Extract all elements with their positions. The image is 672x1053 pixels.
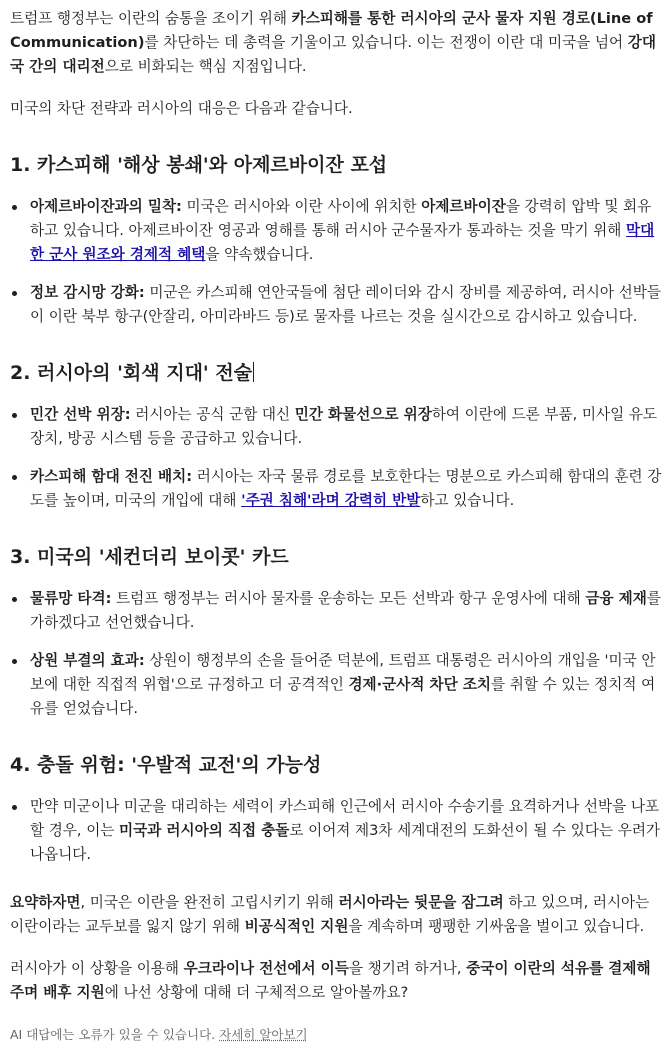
text-run: 트럼프 행정부는 이란의 숨통을 조이기 위해 (10, 10, 292, 27)
intro-paragraph (10, 7, 662, 79)
text-run: 를 차단하는 데 총력을 기울이고 있습니다. 이는 전쟁이 이란 대 미국을 넘어 (144, 34, 628, 51)
bold-text: 정보 감시망 강화: (30, 284, 145, 301)
text-run: 미국은 러시아와 이란 사이에 위치한 (181, 198, 422, 215)
intro-lead-paragraph (10, 97, 662, 121)
bold-text: 카스피해 함대 전진 배치: (30, 468, 193, 485)
text-run: 을 강력히 압박 및 회유하고 있습니다. 아제르바이잔 영공과 영해를 통해 러시아 군수물자가 통과하는 것을 막기 위해 (30, 198, 652, 239)
text-run: , 미국은 이란을 완전히 고립시키기 위해 (80, 894, 339, 911)
list-item (10, 649, 662, 721)
bold-text: 미국과 러시아의 직접 충돌 (119, 822, 290, 839)
text-run: 상원이 행정부의 손을 들어준 덕분에, 트럼프 대통령은 러시아의 개입을 '미국 안보에 대한 직접적 위협'으로 규정하고 더 공격적인 (30, 652, 656, 693)
section-heading (10, 359, 662, 387)
bold-text: 민간 선박 위장: (30, 406, 131, 423)
inline-link[interactable]: 막대한 군사 원조와 경제적 혜택 (30, 222, 655, 263)
section-heading-text: 3. 미국의 '세컨더리 보이콧' 카드 (10, 546, 289, 568)
text-run: 하여 이란에 드론 부품, 미사일 유도 장치, 방공 시스템 등을 공급하고 있습니다. (30, 406, 658, 447)
list-item (10, 195, 662, 267)
section-heading-text: 1. 카스피해 '해상 봉쇄'와 아제르바이잔 포섭 (10, 154, 388, 176)
text-run: 미군은 카스피해 연안국들에 첨단 레이더와 감시 장비를 제공하여, 러시아 선박들이 이란 북부 항구(안잘리, 아미라바드 등)로 물자를 나르는 것을 실시간으로 감시하고 있습니다. (30, 284, 661, 325)
text-run: 을 계속하며 팽팽한 기싸움을 벌이고 있습니다. (348, 918, 645, 935)
text-run: 트럼프 행정부는 러시아 물자를 운송하는 모든 선박과 항구 운영사에 대해 (111, 590, 586, 607)
bold-text: 강대국 간의 대리전 (10, 34, 656, 75)
bold-text: 금융 제재 (585, 590, 647, 607)
bullet-dot-icon (12, 475, 17, 480)
bullet-dot-icon (12, 659, 17, 664)
learn-more-link[interactable]: 자세히 알아보기 (219, 1027, 308, 1042)
text-run: 를 취할 수 있는 정치적 여유를 얻었습니다. (30, 676, 656, 717)
text-run: 을 챙기려 하거나, (348, 960, 467, 977)
bold-text: 요약하자면 (10, 894, 81, 911)
bullet-dot-icon (12, 205, 17, 210)
text-run: 을 약속했습니다. (205, 246, 314, 263)
follow-up-question (10, 957, 662, 1005)
section-heading (10, 151, 662, 179)
section-heading-text: 2. 러시아의 '회색 지대' 전술 (10, 362, 253, 384)
bold-text: 민간 화물선으로 위장 (294, 406, 432, 423)
bold-text: 경제·군사적 차단 조치 (348, 676, 492, 693)
bold-text: 상원 부결의 효과: (30, 652, 145, 669)
ai-disclaimer-footer (10, 1023, 662, 1047)
sections (10, 151, 662, 867)
bold-text: 아제르바이잔 (421, 198, 506, 215)
text-run: 를 가하겠다고 선언했습니다. (30, 590, 661, 631)
bullet-dot-icon (12, 291, 17, 296)
text-run: 하고 있습니다. (420, 492, 515, 509)
section-heading (10, 751, 662, 779)
bold-text: 중국이 이란의 석유를 결제해 주며 배후 지원 (10, 960, 651, 1001)
text-run: 으로 비화되는 핵심 지점입니다. (104, 58, 307, 75)
bullet-list (10, 195, 662, 329)
list-item (10, 281, 662, 329)
section-heading (10, 543, 662, 571)
list-item (10, 795, 662, 867)
text-run: 러시아는 자국 물류 경로를 보호한다는 명분으로 카스피해 함대의 훈련 강도를 높이며, 미국의 개입에 대해 (30, 468, 662, 509)
text-run: 러시아가 이 상황을 이용해 (10, 960, 184, 977)
list-item (10, 403, 662, 451)
list-item (10, 587, 662, 635)
bold-text: 우크라이나 전선에서 이득 (183, 960, 349, 977)
text-run: 로 이어져 제3차 세계대전의 도화선이 될 수 있다는 우려가 나옵니다. (30, 822, 661, 863)
text-run: 러시아는 공식 군함 대신 (130, 406, 295, 423)
bold-text: 아제르바이잔과의 밀착: (30, 198, 182, 215)
text-cursor (253, 362, 254, 382)
text-run: 만약 미군이나 미군을 대리하는 세력이 카스피해 인근에서 러시아 수송기를 요격하거나 선박을 나포할 경우, 이는 (30, 798, 660, 839)
section-heading-text: 4. 충돌 위험: '우발적 교전'의 가능성 (10, 754, 322, 776)
text-run: 미국의 차단 전략과 러시아의 대응은 다음과 같습니다. (10, 100, 353, 117)
bullet-list (10, 795, 662, 867)
bullet-dot-icon (12, 805, 17, 810)
text-run: 에 나선 상황에 대해 더 구체적으로 알아볼까요? (104, 984, 409, 1001)
bold-text: 카스피해를 통한 러시아의 군사 물자 지원 경로(Line of Communication) (10, 10, 653, 51)
bullet-dot-icon (12, 597, 17, 602)
summary-paragraph (10, 891, 662, 939)
bold-text: 물류망 타격: (30, 590, 112, 607)
disclaimer-text: AI 대답에는 오류가 있을 수 있습니다. (10, 1027, 216, 1042)
bullet-list (10, 403, 662, 513)
text-run: 하고 있으며, 러시아는 이란이라는 교두보를 잃지 않기 위해 (10, 894, 650, 935)
list-item (10, 465, 662, 513)
bullet-dot-icon (12, 413, 17, 418)
bold-text: 비공식적인 지원 (244, 918, 349, 935)
bold-text: 러시아라는 뒷문을 잠그려 (338, 894, 504, 911)
bullet-list (10, 587, 662, 721)
inline-link[interactable]: '주권 침해'라며 강력히 반발 (241, 492, 421, 509)
